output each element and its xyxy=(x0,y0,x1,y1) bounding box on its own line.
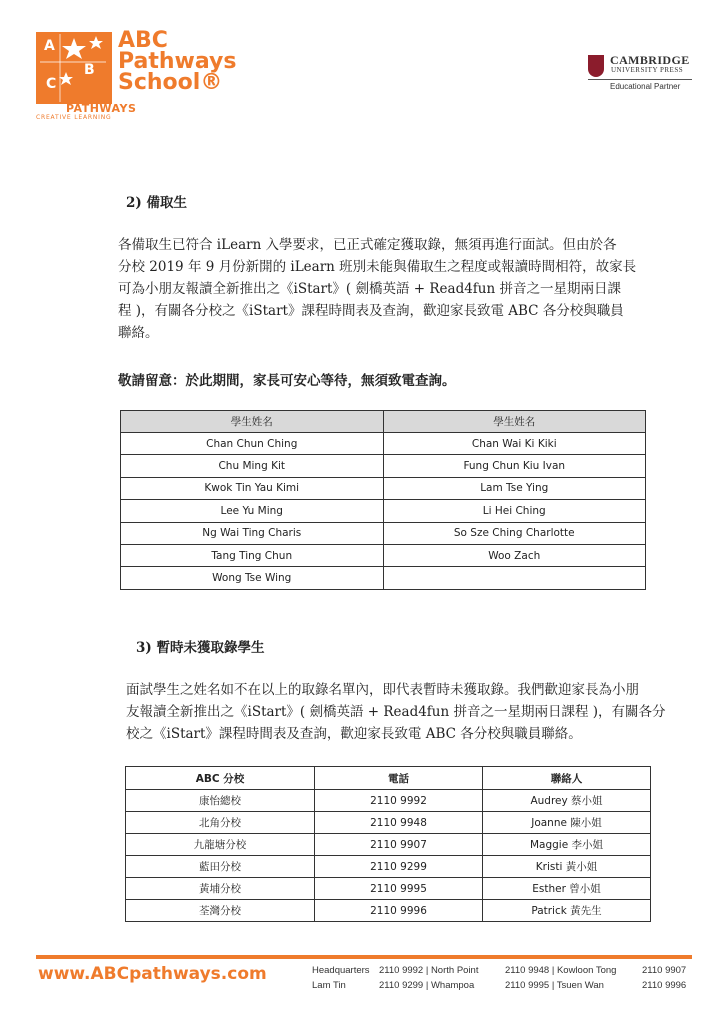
footer-divider xyxy=(36,955,692,959)
student-name: Lee Yu Ming xyxy=(121,500,384,522)
stars-icon xyxy=(36,32,112,104)
student-name: Tang Ting Chun xyxy=(121,544,384,566)
paragraph-line: 面試學生之姓名如不在以上的取錄名單內，即代表暫時未獲取錄。我們歡迎家長為小朋 xyxy=(126,682,639,698)
column-header: ABC 分校 xyxy=(126,767,315,790)
footer-phone: 2110 9299 | Whampoa xyxy=(379,980,475,991)
logo-line-1: ABC xyxy=(118,28,168,53)
table-row xyxy=(121,455,646,477)
column-header: 學生姓名 xyxy=(383,411,646,433)
student-name: Wong Tse Wing xyxy=(121,567,384,589)
table-row xyxy=(121,522,646,544)
paragraph-line: 友報讀全新推出之《iStart》( 劍橋英語 + Read4fun 拼音之一星期兩日課程 )，有關各分 xyxy=(126,704,666,720)
paragraph-line: 各備取生已符合 iLearn 入學要求，已正式確定獲取錄，無須再進行面試。但由於各 xyxy=(118,237,617,253)
table-row xyxy=(121,567,646,589)
branch-phone: 2110 9907 xyxy=(315,834,483,856)
footer-website-link[interactable]: www.ABCpathways.com xyxy=(38,964,267,984)
logo-mark xyxy=(36,32,112,104)
logo-subtitle: PATHWAYS xyxy=(66,102,137,115)
branch-name: 黃埔分校 xyxy=(126,878,315,900)
footer-phone: 2110 9907 xyxy=(642,965,687,976)
branch-phone: 2110 9995 xyxy=(315,878,483,900)
logo-letter-b: B xyxy=(84,62,95,78)
branch-phone: 2110 9299 xyxy=(315,856,483,878)
branch-contact: Joanne 陳小姐 xyxy=(483,812,651,834)
table-row xyxy=(126,812,651,834)
table-row xyxy=(121,544,646,566)
table-row xyxy=(121,500,646,522)
table-row xyxy=(126,856,651,878)
table-row xyxy=(121,433,646,455)
paragraph-line: 分校 2019 年 9 月份新開的 iLearn 班別未能與備取生之程度或報讀時間相符，故家長 xyxy=(118,259,637,275)
logo-tagline: CREATIVE LEARNING xyxy=(36,114,112,121)
section-2-paragraph xyxy=(118,234,636,344)
branch-contact: Maggie 李小姐 xyxy=(483,834,651,856)
section-3-paragraph xyxy=(126,679,666,745)
table-header-row xyxy=(126,767,651,790)
branch-phone: 2110 9996 xyxy=(315,900,483,922)
paragraph-line: 可為小朋友報讀全新推出之《iStart》( 劍橋英語 + Read4fun 拼音之一星期兩日課 xyxy=(118,281,621,297)
branch-contact: Esther 曾小姐 xyxy=(483,878,651,900)
paragraph-line: 校之《iStart》課程時間表及查詢，歡迎家長致電 ABC 各分校與職員聯絡。 xyxy=(126,726,582,742)
table-row xyxy=(126,900,651,922)
branch-name: 北角分校 xyxy=(126,812,315,834)
section-2-heading: 2) 備取生 xyxy=(126,195,187,211)
partner-press: UNIVERSITY PRESS xyxy=(611,66,684,74)
column-header: 聯絡人 xyxy=(483,767,651,790)
logo-line-3: School® xyxy=(118,70,223,95)
column-header: 學生姓名 xyxy=(121,411,384,433)
branch-phone: 2110 9992 xyxy=(315,790,483,812)
branch-contact: Patrick 黃先生 xyxy=(483,900,651,922)
footer-branch-label: Lam Tin xyxy=(312,980,346,991)
table-row xyxy=(126,878,651,900)
waitlist-table xyxy=(120,410,646,590)
branch-contact-table xyxy=(125,766,651,922)
branch-contact: Kristi 黃小姐 xyxy=(483,856,651,878)
student-name: Chan Wai Ki Kiki xyxy=(383,433,646,455)
student-name: So Sze Ching Charlotte xyxy=(383,522,646,544)
partner-name: CAMBRIDGE xyxy=(610,53,690,67)
footer-hq-label: Headquarters xyxy=(312,965,370,976)
logo-wordmark xyxy=(118,30,237,93)
paragraph-line: 聯絡。 xyxy=(118,325,159,341)
logo-letter-c: C xyxy=(46,76,57,92)
student-name: Chan Chun Ching xyxy=(121,433,384,455)
partner-divider xyxy=(588,79,692,80)
table-row xyxy=(121,477,646,499)
footer-phone: 2110 9995 | Tsuen Wan xyxy=(505,980,604,991)
table-row xyxy=(126,834,651,856)
student-name: Lam Tse Ying xyxy=(383,477,646,499)
student-name: Li Hei Ching xyxy=(383,500,646,522)
footer-phone: 2110 9992 | North Point xyxy=(379,965,479,976)
branch-name: 九龍塘分校 xyxy=(126,834,315,856)
branch-phone: 2110 9948 xyxy=(315,812,483,834)
logo-line-2: Pathways xyxy=(118,49,237,74)
student-name: Ng Wai Ting Charis xyxy=(121,522,384,544)
branch-contact: Audrey 蔡小姐 xyxy=(483,790,651,812)
student-name xyxy=(383,567,646,589)
section-3-heading: 3) 暫時未獲取錄學生 xyxy=(136,640,265,656)
student-name: Chu Ming Kit xyxy=(121,455,384,477)
partner-label: Educational Partner xyxy=(610,82,681,91)
table-header-row xyxy=(121,411,646,433)
logo-letter-a: A xyxy=(44,38,55,54)
branch-name: 荃灣分校 xyxy=(126,900,315,922)
branch-name: 康怡總校 xyxy=(126,790,315,812)
cambridge-shield-icon xyxy=(588,55,604,77)
student-name: Kwok Tin Yau Kimi xyxy=(121,477,384,499)
table-row xyxy=(126,790,651,812)
section-2-note: 敬請留意：於此期間，家長可安心等待，無須致電查詢。 xyxy=(118,373,456,389)
student-name: Fung Chun Kiu Ivan xyxy=(383,455,646,477)
footer-phone: 2110 9996 xyxy=(642,980,687,991)
branch-name: 藍田分校 xyxy=(126,856,315,878)
paragraph-line: 程 )，有關各分校之《iStart》課程時間表及查詢，歡迎家長致電 ABC 各分校與職員 xyxy=(118,303,624,319)
column-header: 電話 xyxy=(315,767,483,790)
footer-phone: 2110 9948 | Kowloon Tong xyxy=(505,965,617,976)
student-name: Woo Zach xyxy=(383,544,646,566)
